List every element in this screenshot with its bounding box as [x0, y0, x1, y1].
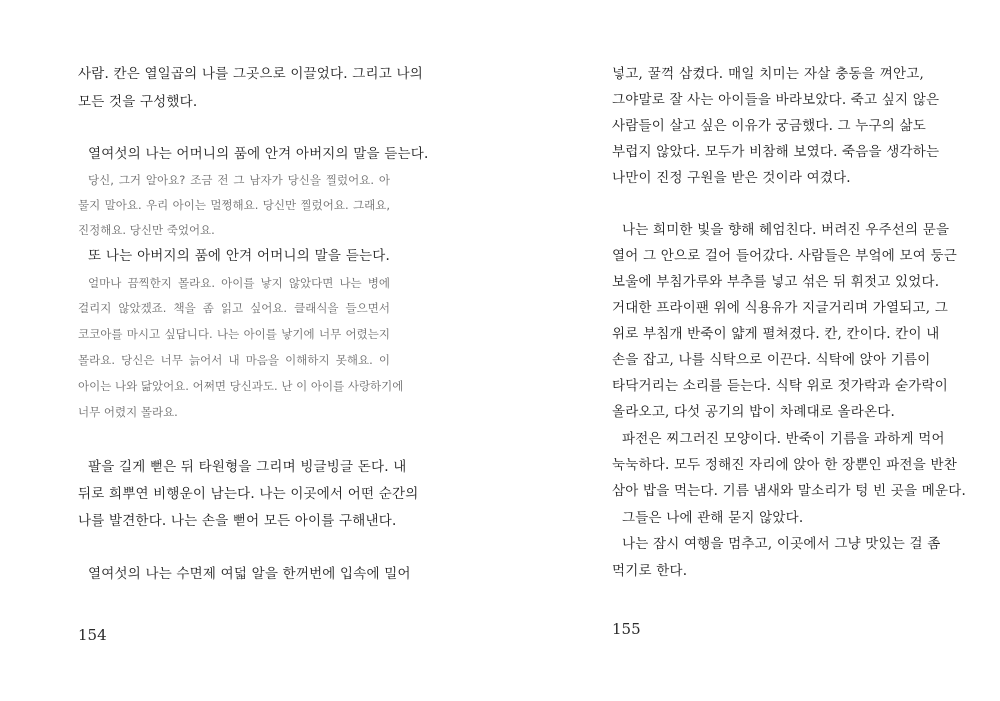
text-line: 위로 부침개 반죽이 얇게 펼쳐졌다. 칸, 칸이다. 칸이 내 — [612, 326, 940, 342]
text-line: 나는 잠시 여행을 멈추고, 이곳에서 그냥 맛있는 걸 좀 — [622, 536, 941, 552]
text-line: 나는 희미한 빛을 향해 헤엄친다. 버려진 우주선의 문을 — [622, 222, 950, 238]
quote-line: 너무 어렸지 몰라요. — [78, 405, 178, 419]
quote-line: 당신, 그거 알아요? 조금 전 그 남자가 당신을 찔렀어요. 아 — [88, 173, 390, 187]
text-line: 거대한 프라이팬 위에 식용유가 지글거리며 가열되고, 그 — [612, 300, 948, 316]
text-line: 열여섯의 나는 어머니의 품에 안겨 아버지의 말을 듣는다. — [88, 146, 429, 162]
text-line: 넣고, 꿀꺽 삼켰다. 매일 치미는 자살 충동을 껴안고, — [612, 66, 924, 82]
text-line: 먹기로 한다. — [612, 563, 688, 579]
text-line: 파전은 찌그러진 모양이다. 반죽이 기름을 과하게 먹어 — [622, 431, 945, 447]
text-line: 나를 발견한다. 나는 손을 뻗어 모든 아이를 구해낸다. — [78, 513, 397, 529]
quote-line: 물지 말아요. 우리 아이는 멀쩡해요. 당신만 찔렀어요. 그래요, — [78, 198, 390, 212]
left-page-text — [78, 0, 429, 701]
page-number-right: 155 — [612, 620, 641, 638]
quote-line: 코코아를 마시고 싶답니다. 나는 아이를 낳기에 너무 어렸는지 — [78, 327, 390, 341]
text-line: 팔을 길게 뻗은 뒤 타원형을 그리며 빙글빙글 돈다. 내 — [88, 459, 407, 475]
text-line: 올라오고, 다섯 공기의 밥이 차례대로 올라온다. — [612, 404, 896, 420]
text-line: 열여섯의 나는 수면제 여덟 알을 한꺼번에 입속에 밀어 — [88, 566, 411, 582]
text-line: 사람들이 살고 싶은 이유가 궁금했다. 그 누구의 삶도 — [612, 118, 926, 134]
text-line: 눅눅하다. 모두 정해진 자리에 앉아 한 장뿐인 파전을 반찬 — [612, 457, 957, 473]
text-line: 부럽지 않았다. 모두가 비참해 보였다. 죽음을 생각하는 — [612, 144, 940, 160]
quote-line: 진정해요. 당신만 죽었어요. — [78, 223, 215, 237]
page-number-left: 154 — [78, 626, 107, 644]
text-line: 그들은 나에 관해 묻지 않았다. — [622, 510, 804, 526]
text-line: 삼아 밥을 먹는다. 기름 냄새와 말소리가 텅 빈 곳을 메운다. — [612, 483, 966, 499]
quote-line: 아이는 나와 닮았어요. 어쩌면 당신과도. 난 이 아이를 사랑하기에 — [78, 379, 404, 393]
text-line: 열어 그 안으로 걸어 들어갔다. 사람들은 부엌에 모여 둥근 — [612, 248, 957, 264]
text-line: 그야말로 잘 사는 아이들을 바라보았다. 죽고 싶지 않은 — [612, 92, 940, 108]
quote-line: 몰라요. 당신은 너무 늙어서 내 마음을 이해하지 못해요. 이 — [78, 353, 390, 367]
text-line: 또 나는 아버지의 품에 안겨 어머니의 말을 듣는다. — [88, 248, 390, 264]
text-line: 모든 것을 구성했다. — [78, 94, 198, 110]
text-line: 뒤로 희뿌연 비행운이 남는다. 나는 이곳에서 어떤 순간의 — [78, 486, 419, 502]
right-page — [500, 0, 1000, 701]
right-page-text — [612, 0, 966, 701]
text-line: 타닥거리는 소리를 듣는다. 식탁 위로 젓가락과 숟가락이 — [612, 378, 948, 394]
text-line: 보울에 부침가루와 부추를 넣고 섞은 뒤 휘젓고 있었다. — [612, 274, 940, 290]
text-line: 나만이 진정 구원을 받은 것이라 여겼다. — [612, 170, 851, 186]
quote-line: 얼마나 끔찍한지 몰라요. 아이를 낳지 않았다면 나는 병에 — [88, 276, 390, 290]
text-line: 사람. 칸은 열일곱의 나를 그곳으로 이끌었다. 그리고 나의 — [78, 66, 423, 82]
text-line: 손을 잡고, 나를 식탁으로 이끈다. 식탁에 앉아 기름이 — [612, 352, 931, 368]
quote-line: 걸리지 않았겠죠. 책을 좀 읽고 싶어요. 클래식을 들으면서 — [78, 301, 390, 315]
